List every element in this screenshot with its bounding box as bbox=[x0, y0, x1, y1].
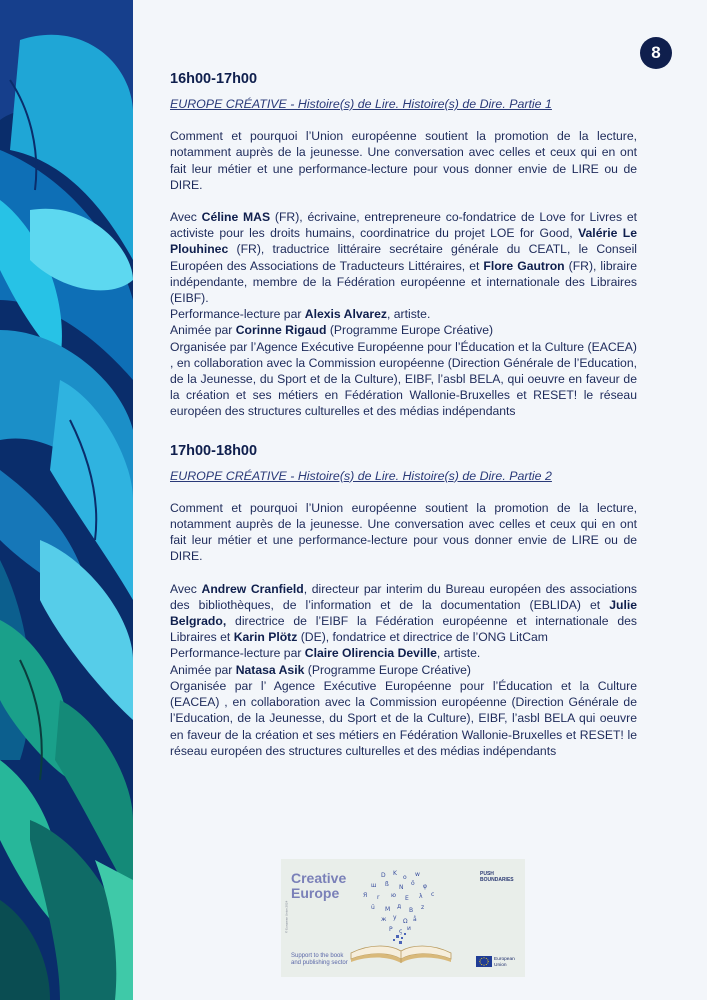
svg-text:P: P bbox=[389, 926, 393, 933]
svg-text:ш: ш bbox=[371, 882, 377, 889]
session-performance: Performance-lecture par Alexis Alvarez, artiste. bbox=[170, 307, 431, 322]
svg-text:N: N bbox=[399, 884, 404, 891]
svg-text:ж: ж bbox=[381, 916, 387, 923]
speaker-name: Andrew Cranfield bbox=[201, 581, 304, 596]
svg-text:д: д bbox=[397, 903, 402, 910]
copyright-vertical-text bbox=[283, 894, 289, 934]
svg-text:r: r bbox=[377, 894, 380, 901]
performer-name: Claire Olirencia Deville bbox=[304, 646, 437, 661]
speaker-name: Karin Plötz bbox=[233, 630, 298, 645]
svg-text:c: c bbox=[431, 891, 435, 898]
svg-text:w: w bbox=[415, 871, 420, 878]
session-title-link[interactable]: EUROPE CRÉATIVE - Histoire(s) de Lire. Histoire(s) de Dire. Partie 2 bbox=[170, 468, 552, 483]
speaker-name: Céline MAS bbox=[201, 210, 271, 225]
svg-text:z: z bbox=[421, 904, 425, 911]
host-name: Corinne Rigaud bbox=[235, 323, 327, 338]
performer-name: Alexis Alvarez bbox=[304, 307, 387, 322]
svg-text:© European Union 2024: © European Union 2024 bbox=[284, 900, 289, 933]
creative-europe-banner bbox=[281, 859, 525, 977]
european-union-label: European Union bbox=[494, 957, 515, 968]
session-intro: Comment et pourquoi l’Union européenne soutient la promotion de la lecture, notamment auprès de la jeunesse. Une conversation avec celles et ceux qui en ont fait leur métier et une performance-lecture pour vous donner envie de LIRE ou de DIRE. bbox=[170, 500, 637, 564]
speaker-name: Flore Gautron bbox=[483, 258, 565, 273]
svg-text:ü: ü bbox=[371, 904, 375, 911]
svg-text:Ω: Ω bbox=[403, 918, 408, 925]
svg-text:ç: ç bbox=[399, 928, 403, 935]
svg-text:K: K bbox=[393, 870, 397, 877]
push-boundaries-tag: PUSH BOUNDARIES bbox=[480, 871, 514, 883]
session-performance: Performance-lecture par Claire Olirencia Deville, artiste. bbox=[170, 646, 481, 661]
session-speakers: Avec Andrew Cranfield, directeur par interim du Bureau européen des associations des bibliothèques, de l’information et de la documentation (EBLIDA) et Julie Belgrado, directrice de l’EIBF la Fédération européenne et internationale des Libraires et Karin Plötz (DE), fondatrice et directrice de l’ONG LitCam bbox=[170, 581, 637, 645]
svg-text:o: o bbox=[403, 874, 407, 881]
session-speakers: Avec Céline MAS (FR), écrivaine, entrepreneure co-fondatrice de Love for Livres et activiste pour les droits humains, coordinatrice du projet LOE for Good, Valérie Le Plouhinec (FR), traductrice littéraire secrétaire générale du CEATL, le Conseil Européen des Associations de Traducteurs Littéraires, et Flore Gautron (FR), libraire indépendante, membre de la Fédération européenne et internationale des Libraires (EIBF). bbox=[170, 210, 637, 306]
svg-text:D: D bbox=[381, 872, 386, 879]
svg-text:å: å bbox=[413, 916, 417, 923]
svg-text:ß: ß bbox=[385, 881, 389, 888]
svg-text:φ: φ bbox=[423, 883, 427, 890]
session-intro: Comment et pourquoi l’Union européenne soutient la promotion de la lecture, notamment auprès de la jeunesse. Une conversation avec celles et ceux qui en ont fait leur métier et une performance-lecture pour vous donner envie de LIRE ou de DIRE. bbox=[170, 129, 637, 192]
creative-europe-title: Creative Europe bbox=[291, 870, 347, 901]
decorative-leaf-artwork bbox=[0, 0, 133, 1000]
svg-text:y: y bbox=[393, 914, 397, 921]
svg-text:E: E bbox=[405, 895, 409, 902]
page-number-badge: 8 bbox=[640, 37, 672, 69]
open-book-illustration bbox=[341, 867, 461, 969]
session-organiser: Organisée par l’Agence Exécutive Européenne pour l’Éducation et la Culture (EACEA) , en collaboration avec la Commission européenne (Direction Générale de l’Education, de la Jeunesse, du Sport et de la Culture), EIBF, l’asbl BELA, qui oeuvre en faveur de la création et ses métiers en Fédération Wallonie-Bruxelles et RESET! le réseau européen des structures culturelles et des médias indépendants bbox=[170, 339, 637, 419]
session-organiser: Organisée par l’ Agence Exécutive Européenne pour l’Éducation et la Culture (EACEA) , en collaboration avec la Commission européenne (Direction Générale de l’Education, de la Jeunesse, du Sport et de la Culture), EIBF, l’asbl BELA qui oeuvre en faveur de la création et ses métiers en Fédération Wallonie-Bruxelles et RESET! le réseau européen des structures culturelles et des médias indépendants bbox=[170, 678, 637, 758]
svg-text:M: M bbox=[385, 906, 391, 913]
svg-text:ю: ю bbox=[391, 892, 397, 899]
session-time: 16h00-17h00 bbox=[170, 71, 258, 87]
program-section bbox=[170, 442, 637, 759]
svg-text:Я: Я bbox=[363, 892, 368, 899]
speaker-name: Valérie Le Plouhinec bbox=[170, 226, 637, 257]
svg-text:B: B bbox=[409, 907, 414, 914]
program-content bbox=[170, 70, 637, 759]
session-host: Animée par Corinne Rigaud (Programme Europe Créative) bbox=[170, 323, 494, 338]
svg-text:и: и bbox=[407, 925, 411, 932]
svg-text:ö: ö bbox=[411, 880, 415, 887]
session-title-link[interactable]: EUROPE CRÉATIVE - Histoire(s) de Lire. Histoire(s) de Dire. Partie 1 bbox=[170, 97, 552, 111]
support-book-sector-text: Support to the book and publishing sector bbox=[291, 953, 348, 966]
speaker-name: Julie Belgrado, bbox=[170, 597, 637, 629]
host-name: Natasa Asik bbox=[235, 662, 305, 677]
program-section bbox=[170, 70, 637, 420]
svg-text:λ: λ bbox=[419, 893, 423, 900]
eu-flag-icon bbox=[476, 956, 492, 967]
session-time: 17h00-18h00 bbox=[170, 442, 258, 459]
session-host: Animée par Natasa Asik (Programme Europe Créative) bbox=[170, 662, 471, 677]
